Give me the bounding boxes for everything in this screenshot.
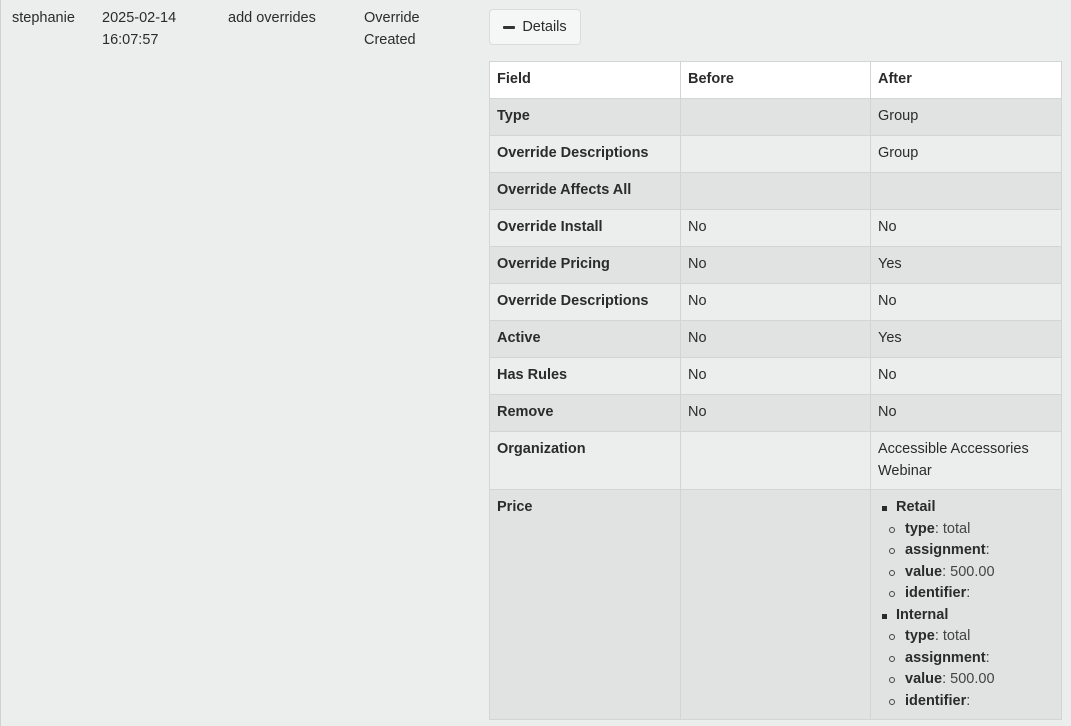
table-row <box>490 321 1062 358</box>
table-row <box>490 247 1062 284</box>
after-value: No <box>871 395 1062 432</box>
prop-key: type <box>905 628 935 644</box>
field-name: Price <box>490 490 681 720</box>
field-name: Remove <box>490 395 681 432</box>
time-value: 16:07:57 <box>102 31 159 48</box>
organization-line-1: Accessible Accessories <box>878 441 1029 457</box>
table-row <box>490 284 1062 321</box>
price-prop: value: 500.00 <box>896 669 1054 691</box>
details-toggle-button[interactable] <box>489 9 581 45</box>
prop-value: 500.00 <box>950 563 995 580</box>
table-row <box>490 432 1062 490</box>
changes-table <box>489 61 1062 720</box>
field-name: Has Rules <box>490 358 681 395</box>
field-name: Type <box>490 99 681 136</box>
prop-value: total <box>942 628 971 644</box>
price-prop: assignment: <box>896 648 1054 670</box>
after-value: Yes <box>871 321 1062 358</box>
table-row <box>490 490 1062 720</box>
status-line-2: Created <box>364 31 416 48</box>
user-name: stephanie <box>12 10 75 26</box>
date-value: 2025-02-14 <box>102 10 177 26</box>
field-name: Override Descriptions <box>490 136 681 173</box>
prop-key: type <box>905 520 935 537</box>
field-name: Organization <box>490 432 681 490</box>
prop-value: 500.00 <box>950 671 995 687</box>
after-value <box>871 490 1062 720</box>
after-value: Group <box>871 136 1062 173</box>
table-header-row <box>490 62 1062 99</box>
table-row <box>490 173 1062 210</box>
prop-key: identifier <box>905 585 967 601</box>
field-name: Override Affects All <box>490 173 681 210</box>
table-row <box>490 99 1062 136</box>
action-cell <box>228 8 316 30</box>
before-value: No <box>681 321 871 358</box>
price-props <box>896 626 1054 712</box>
status-cell <box>364 8 474 51</box>
after-value: No <box>871 284 1062 321</box>
before-value <box>681 173 871 210</box>
field-name: Override Pricing <box>490 247 681 284</box>
status-line-1: Override <box>364 10 420 26</box>
before-value: No <box>681 358 871 395</box>
after-value <box>871 432 1062 490</box>
after-value: Yes <box>871 247 1062 284</box>
before-value <box>681 490 871 720</box>
before-value <box>681 136 871 173</box>
before-value: No <box>681 210 871 247</box>
price-list <box>878 497 1054 712</box>
price-group-name: Retail <box>896 499 936 515</box>
before-value: No <box>681 247 871 284</box>
price-prop: identifier: <box>896 691 1054 713</box>
price-group <box>878 497 1054 605</box>
after-value: No <box>871 210 1062 247</box>
prop-key: value <box>905 671 943 687</box>
prop-key: identifier <box>905 692 967 709</box>
details-button-label: Details <box>522 19 567 35</box>
minus-icon <box>503 26 515 29</box>
user-cell <box>12 8 75 30</box>
header-field: Field <box>490 62 681 99</box>
after-value: No <box>871 358 1062 395</box>
price-group-name: Internal <box>896 606 949 623</box>
before-value <box>681 99 871 136</box>
price-prop: value: 500.00 <box>896 562 1054 584</box>
field-name: Active <box>490 321 681 358</box>
prop-key: assignment <box>905 542 986 558</box>
prop-value: total <box>942 520 971 537</box>
prop-key: assignment <box>905 649 986 666</box>
before-value: No <box>681 284 871 321</box>
price-prop: type: total <box>896 519 1054 541</box>
before-value: No <box>681 395 871 432</box>
after-value: Group <box>871 99 1062 136</box>
prop-key: value <box>905 563 943 580</box>
table-row <box>490 395 1062 432</box>
field-name: Override Install <box>490 210 681 247</box>
table-row <box>490 136 1062 173</box>
price-prop: type: total <box>896 626 1054 648</box>
date-cell <box>102 8 212 51</box>
price-prop: assignment: <box>896 540 1054 562</box>
header-before: Before <box>681 62 871 99</box>
after-value <box>871 173 1062 210</box>
price-props <box>896 519 1054 605</box>
price-group <box>878 605 1054 713</box>
price-prop: identifier: <box>896 583 1054 605</box>
table-row <box>490 358 1062 395</box>
header-after: After <box>871 62 1062 99</box>
table-row <box>490 210 1062 247</box>
organization-line-2: Webinar <box>878 462 932 479</box>
action-text: add overrides <box>228 10 316 26</box>
field-name: Override Descriptions <box>490 284 681 321</box>
before-value <box>681 432 871 490</box>
